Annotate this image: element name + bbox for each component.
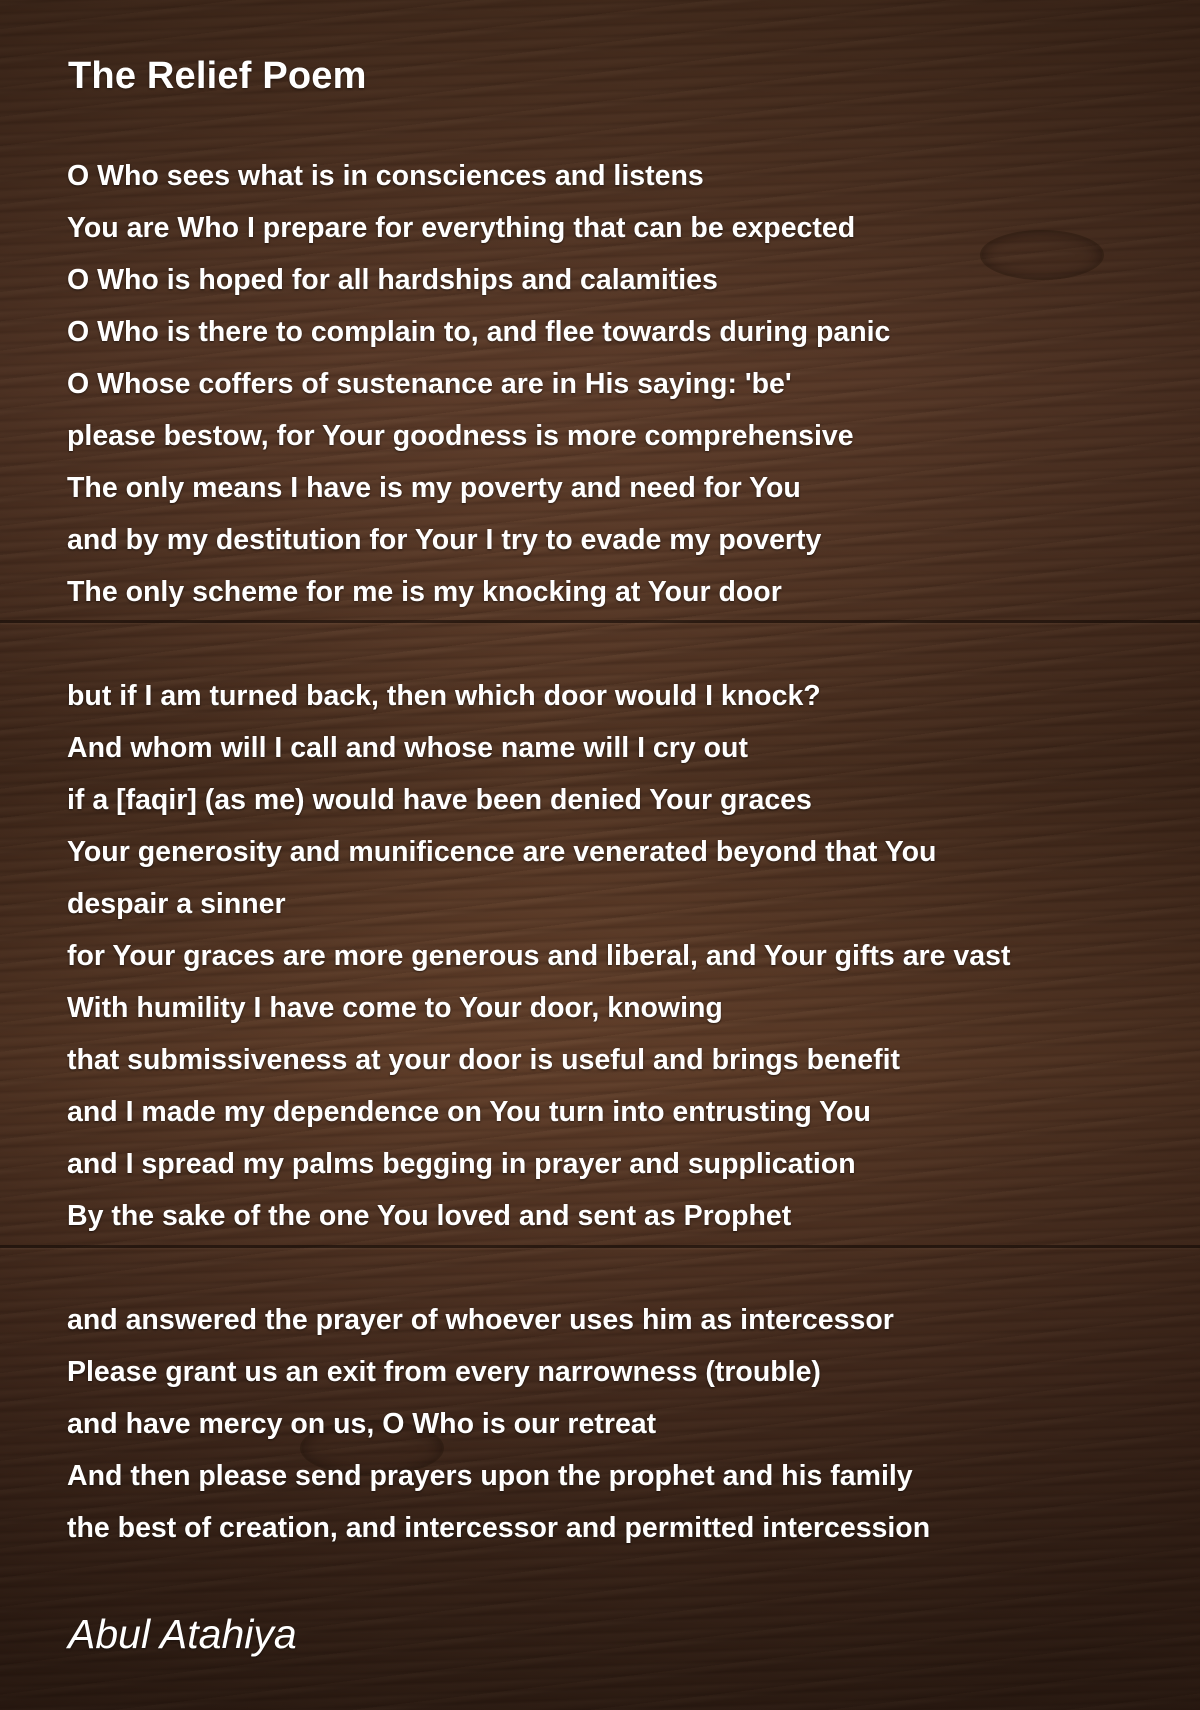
poem-body: [67, 150, 1177, 1554]
poem-line: and I spread my palms begging in prayer and supplication: [67, 1148, 856, 1180]
poem-line: You are Who I prepare for everything that can be expected: [67, 212, 856, 244]
stanza-1: [67, 150, 1177, 618]
poem-line: And then please send prayers upon the prophet and his family: [67, 1460, 913, 1492]
poem-line: By the sake of the one You loved and sent as Prophet: [67, 1200, 792, 1232]
stanza-break: [67, 618, 1177, 670]
poem-line: and have mercy on us, O Who is our retreat: [67, 1408, 657, 1440]
poem-line: O Who is hoped for all hardships and calamities: [67, 264, 718, 296]
poem-line: O Who is there to complain to, and flee towards during panic: [67, 316, 891, 348]
poem-line: if a [faqir] (as me) would have been denied Your graces: [67, 784, 812, 816]
poem-line: The only means I have is my poverty and need for You: [67, 472, 801, 504]
poem-line: and by my destitution for Your I try to evade my poverty: [67, 524, 822, 556]
poem-line: but if I am turned back, then which door would I knock?: [67, 680, 821, 712]
poem-line: for Your graces are more generous and liberal, and Your gifts are vast: [67, 940, 1011, 972]
poem-line: The only scheme for me is my knocking at Your door: [67, 576, 782, 608]
poem-line: and answered the prayer of whoever uses him as intercessor: [67, 1304, 894, 1336]
poem-author: Abul Atahiya: [68, 1611, 297, 1657]
stanza-2: [67, 670, 1177, 1242]
stanza-3: [67, 1294, 1177, 1554]
poem-line: despair a sinner: [67, 888, 286, 920]
poem-line: Please grant us an exit from every narrowness (trouble): [67, 1356, 821, 1388]
poem-line: and I made my dependence on You turn into entrusting You: [67, 1096, 871, 1128]
poem-line: O Who sees what is in consciences and listens: [67, 160, 704, 192]
poem-title: The Relief Poem: [68, 55, 367, 97]
stanza-break: [67, 1242, 1177, 1294]
poem-line: Your generosity and munificence are venerated beyond that You: [67, 836, 937, 868]
poem-line: please bestow, for Your goodness is more comprehensive: [67, 420, 854, 452]
poem-line: O Whose coffers of sustenance are in His saying: 'be': [67, 368, 792, 400]
poem-line: With humility I have come to Your door, knowing: [67, 992, 723, 1024]
poem-line: the best of creation, and intercessor and permitted intercession: [67, 1512, 931, 1544]
poem-line: that submissiveness at your door is useful and brings benefit: [67, 1044, 900, 1076]
poem-line: And whom will I call and whose name will I cry out: [67, 732, 748, 764]
